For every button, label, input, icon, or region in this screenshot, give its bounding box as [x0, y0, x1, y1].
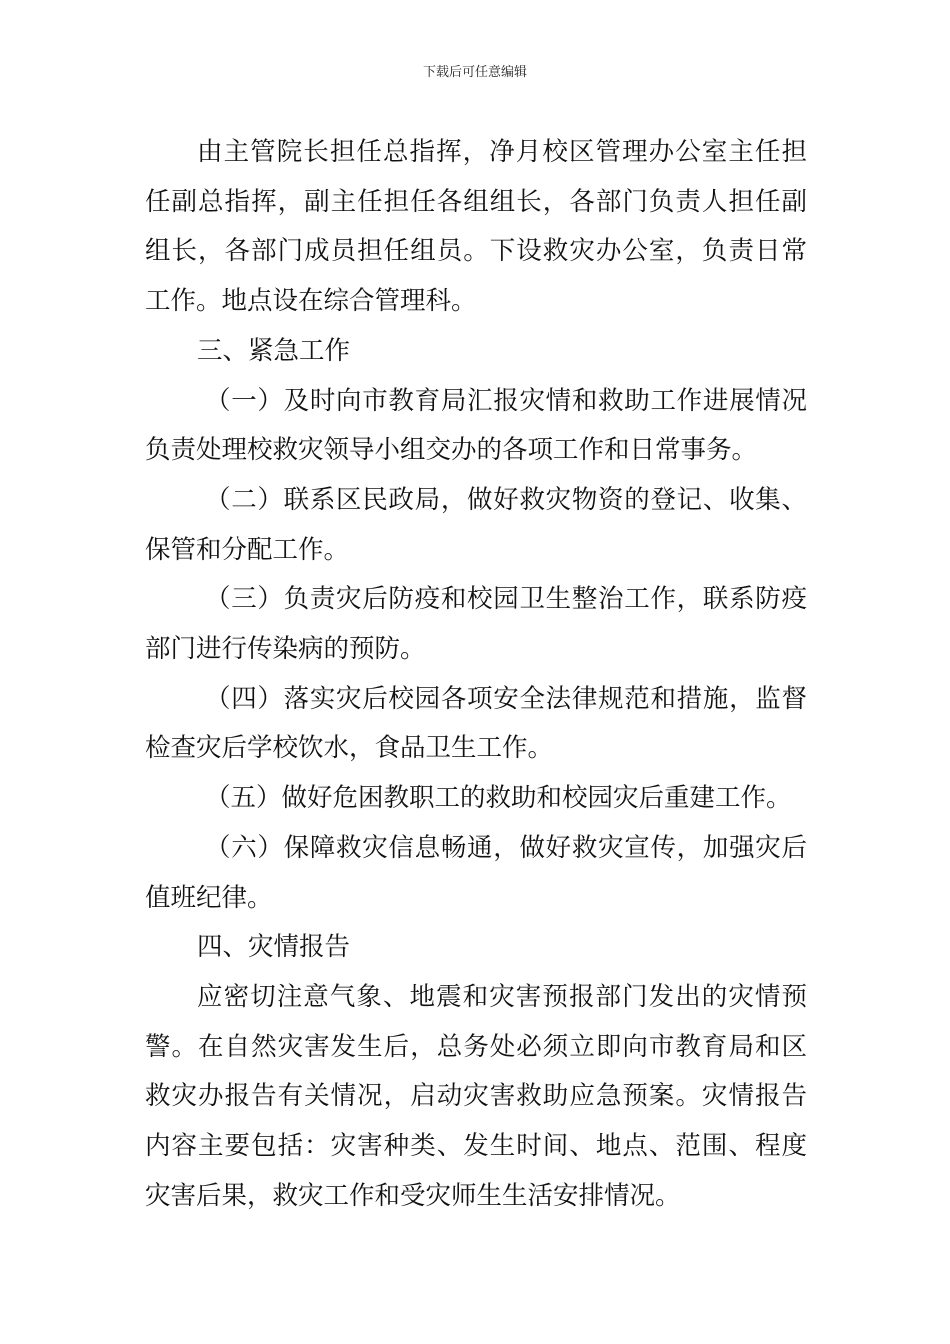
paragraph-command-structure: 由主管院长担任总指挥，净月校区管理办公室主任担任副总指挥，副主任担任各组组长，各部门负责人担任副组长，各部门成员担任组员。下设救灾办公室，负责日常工作。地点设在综合管理科。 — [145, 137, 807, 317]
list-item-1: （一）及时向市教育局汇报灾情和救助工作进展情况负责处理校救灾领导小组交办的各项工作和日常事务。 — [145, 385, 807, 466]
list-item-3: （三）负责灾后防疫和校园卫生整治工作，联系防疫部门进行传染病的预防。 — [145, 584, 807, 665]
page-header-note: 下载后可任意编辑 — [422, 65, 527, 80]
list-item-4: （四）落实灾后校园各项安全法律规范和措施，监督检查灾后学校饮水，食品卫生工作。 — [145, 683, 807, 764]
list-item-2: （二）联系区民政局，做好救灾物资的登记、收集、保管和分配工作。 — [145, 484, 807, 565]
section-heading-disaster-report: 四、灾情报告 — [197, 932, 351, 963]
section-heading-emergency-work: 三、紧急工作 — [197, 335, 351, 366]
paragraph-disaster-report: 应密切注意气象、地震和灾害预报部门发出的灾情预警。在自然灾害发生后，总务处必须立即向市教育局和区救灾办报告有关情况，启动灾害救助应急预案。灾情报告内容主要包括：灾害种类、发生时间、地点、范围、程度灾害后果，救灾工作和受灾师生生活安排情况。 — [145, 981, 807, 1211]
document-body — [145, 128, 807, 1221]
list-item-6: （六）保障救灾信息畅通，做好救灾宣传，加强灾后值班纪律。 — [145, 832, 807, 913]
list-item-5: （五）做好危困教职工的救助和校园灾后重建工作。 — [205, 783, 792, 814]
